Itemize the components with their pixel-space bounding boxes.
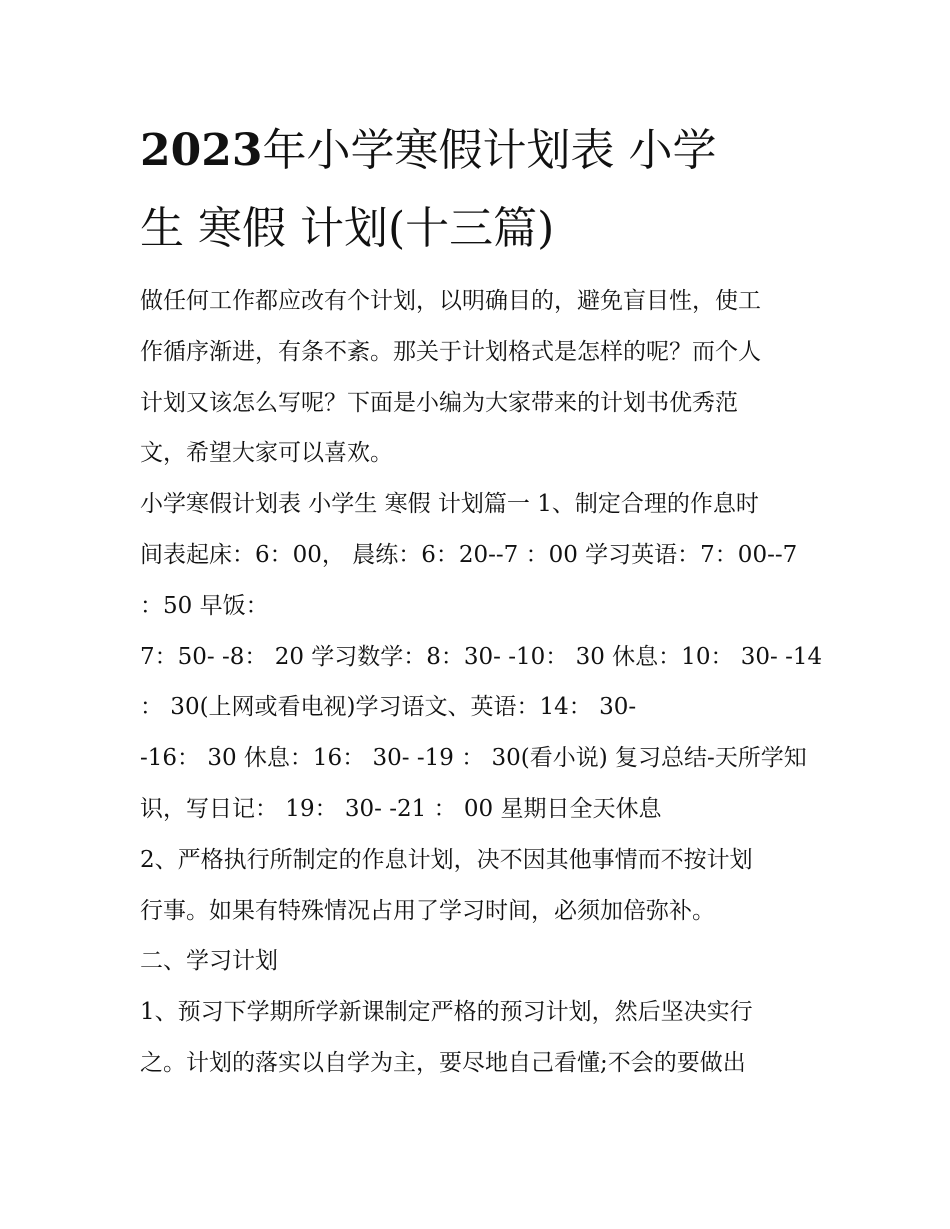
body-line: 小学寒假计划表 小学生 寒假 计划篇一 1、制定合理的作息时 [140,491,759,517]
body-line: 之。计划的落实以自学为主，要尽地自己看懂;不会的要做出 [140,1050,746,1076]
body-line: 作循序渐进，有条不紊。那关于计划格式是怎样的呢？而个人 [140,339,761,365]
body-line: -16： 30 休息：16： 30- -19 ： 30(看小说) 复习总结-天所学知 [140,745,807,771]
document-title [140,112,820,268]
body-line: 文，希望大家可以喜欢。 [140,440,393,466]
body-line: 1、预习下学期所学新课制定严格的预习计划，然后坚决实行 [140,999,753,1025]
body-line: ： 30(上网或看电视)学习语文、英语：14： 30- [140,694,637,720]
title-line-1-text: 年小学寒假计划表 小学 [262,125,717,176]
body-line: 识，写日记： 19： 30- -21 ： 00 星期日全天休息 [140,796,662,822]
section-heading: 二、学习计划 [140,948,278,974]
body-line: 间表起床：6：00， 晨练：6：20--7 ：00 学习英语：7：00--7 [140,542,798,568]
body-line: ：50 早饭： [140,593,269,619]
title-line-1 [140,112,820,190]
title-line-2: 生 寒假 计划(十三篇) [140,203,555,254]
body-line: 计划又该怎么写呢？下面是小编为大家带来的计划书优秀范 [140,390,738,416]
body-line: 行事。如果有特殊情况占用了学习时间，必须加倍弥补。 [140,898,715,924]
body-line: 做任何工作都应改有个计划，以明确目的，避免盲目性，使工 [140,288,761,314]
title-year: 2023 [140,125,263,176]
body-line: 2、严格执行所制定的作息计划，决不因其他事情而不按计划 [140,847,753,873]
body-line: 7：50- -8： 20 学习数学：8：30- -10： 30 休息：10： 30- -14 [140,644,823,670]
